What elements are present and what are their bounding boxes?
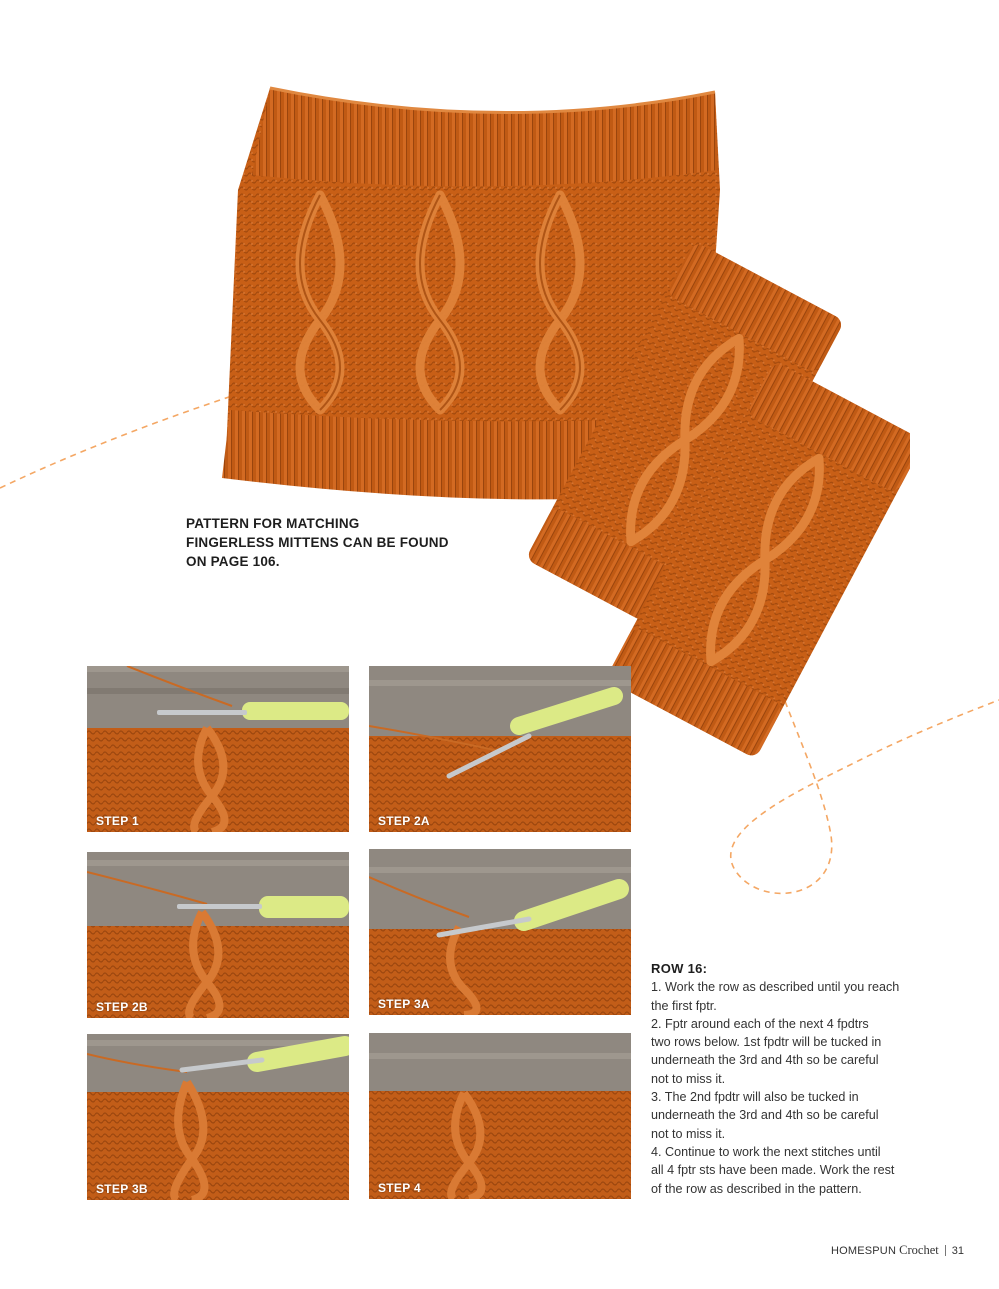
instruction-line: underneath the 3rd and 4th so be careful <box>651 1108 879 1123</box>
caption-line: FINGERLESS MITTENS CAN BE FOUND <box>186 535 449 550</box>
step-photo-1 <box>87 666 349 832</box>
step-label: STEP 3A <box>378 997 430 1011</box>
instruction-line: 1. Work the row as described until you reach <box>651 980 900 995</box>
instruction-line: 3. The 2nd fpdtr will also be tucked in <box>651 1090 859 1105</box>
step-label: STEP 2B <box>96 1000 148 1014</box>
step-label: STEP 2A <box>378 814 430 828</box>
step-photo-4-image <box>369 1033 631 1199</box>
instructions-heading: ROW 16: <box>651 961 708 976</box>
step-photo-4 <box>369 1033 631 1199</box>
publication-name-caps: HOMESPUN <box>830 1245 897 1257</box>
step-label: STEP 4 <box>378 1181 421 1195</box>
step-label: STEP 1 <box>96 814 139 828</box>
instruction-line: not to miss it. <box>651 1071 726 1086</box>
instruction-line: of the row as described in the pattern. <box>651 1181 862 1196</box>
step-photo-2b-image <box>87 852 349 1018</box>
instruction-line: the first fptr. <box>651 998 717 1013</box>
step-photo-3a-image <box>369 849 631 1015</box>
page-number: 31 <box>951 1244 964 1257</box>
publication-name <box>831 1243 939 1258</box>
row-16-instructions <box>651 960 921 1198</box>
step-photo-2a <box>369 666 631 832</box>
mittens-pattern-caption <box>186 514 476 571</box>
instruction-line: 4. Continue to work the next stitches until <box>651 1144 881 1159</box>
step-photo-1-image <box>87 666 349 832</box>
step-photo-3a <box>369 849 631 1015</box>
page-footer <box>831 1243 964 1258</box>
step-label: STEP 3B <box>96 1182 148 1196</box>
instruction-line: underneath the 3rd and 4th so be careful <box>651 1053 879 1068</box>
caption-line: ON PAGE 106. <box>186 554 280 569</box>
instruction-line: all 4 fptr sts have been made. Work the rest <box>651 1163 895 1178</box>
step-photo-2b <box>87 852 349 1018</box>
publication-name-script: Crochet <box>899 1243 939 1257</box>
step-photo-2a-image <box>369 666 631 832</box>
instruction-line: 2. Fptr around each of the next 4 fpdtrs <box>651 1016 869 1031</box>
instruction-line: two rows below. 1st fpdtr will be tucked in <box>651 1035 882 1050</box>
instruction-line: not to miss it. <box>651 1126 726 1141</box>
caption-line: PATTERN FOR MATCHING <box>186 516 360 531</box>
step-photo-3b-image <box>87 1034 349 1200</box>
step-photo-3b <box>87 1034 349 1200</box>
footer-divider <box>945 1245 946 1256</box>
